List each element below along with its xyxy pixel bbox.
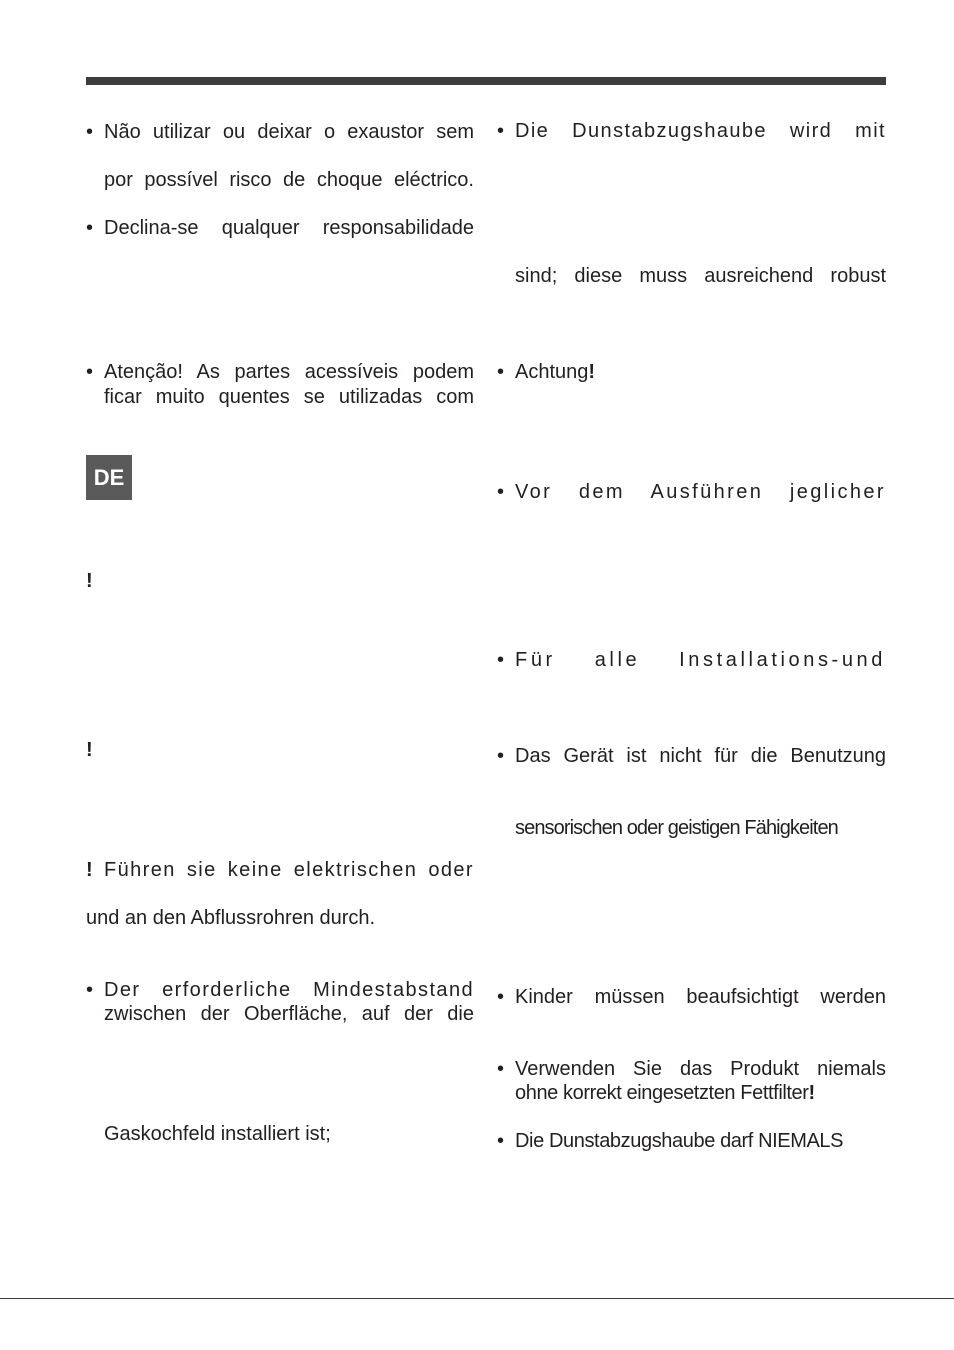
de-right-item-7-line-2 [515, 1081, 815, 1105]
pt-item-3-line-2: ficar muito quentes se utilizadas com [104, 386, 474, 408]
de-right-item-3-line-1: Vor dem Ausführen jeglicher [515, 481, 886, 503]
bullet: • [497, 120, 505, 142]
de-right-item-5-line-2: sensorischen oder geistigen Fähigkeiten [515, 817, 838, 839]
bullet: • [86, 121, 94, 143]
pt-item-1-line-2: por possível risco de choque eléctrico. [104, 169, 474, 191]
bullet: • [497, 481, 505, 503]
footer-rule [0, 1298, 954, 1299]
de-right-item-4-line-1: Für alle Installations-und [515, 649, 886, 671]
bullet: • [86, 217, 94, 239]
bullet: • [497, 986, 505, 1008]
filter-text: ohne korrekt eingesetzten Fettfilter [515, 1082, 809, 1104]
de-right-item-2-line-1 [515, 360, 595, 384]
bullet: • [86, 979, 94, 1001]
de-right-item-7-line-1: Verwenden Sie das Produkt niemals [515, 1058, 886, 1080]
header-rule [86, 77, 886, 85]
de-item-1-line-2: zwischen der Oberfläche, auf der die [104, 1003, 474, 1025]
warning-mark-2: ! [86, 739, 93, 761]
bullet: • [497, 1130, 505, 1152]
bullet: • [497, 1058, 505, 1080]
de-right-item-1-line-1: Die Dunstabzugshaube wird mit [515, 120, 886, 142]
language-badge-de: DE [86, 455, 132, 500]
attention-label: Achtung [515, 361, 589, 383]
bullet: • [86, 361, 94, 383]
bullet: • [497, 649, 505, 671]
pt-item-1-line-1: Não utilizar ou deixar o exaustor sem [104, 121, 474, 143]
de-item-1-line-3: Gaskochfeld installiert ist; [104, 1123, 331, 1145]
de-right-item-5-line-1: Das Gerät ist nicht für die Benutzung [515, 745, 886, 767]
filter-mark: ! [808, 1082, 815, 1104]
de-right-item-1-line-2: sind; diese muss ausreichend robust [515, 265, 886, 287]
de-item-1-line-1: Der erforderliche Mindestabstand [104, 979, 474, 1001]
bullet: • [497, 361, 505, 383]
attention-mark: ! [588, 361, 596, 383]
pt-item-2-line-1: Declina-se qualquer responsabilidade [104, 217, 474, 239]
de-right-item-6-line-1: Kinder müssen beaufsichtigt werden [515, 986, 886, 1008]
de-right-item-8-line-1: Die Dunstabzugshaube darf NIEMALS [515, 1130, 844, 1152]
warning-mark-1: ! [86, 570, 93, 592]
pt-item-3-line-1: Atenção! As partes acessíveis podem [104, 361, 474, 383]
bullet: • [497, 745, 505, 767]
warning-mark-3: ! [86, 859, 93, 881]
warning-note-line-2: und an den Abflussrohren durch. [86, 907, 376, 929]
warning-note-line-1: Führen sie keine elektrischen oder [104, 859, 474, 881]
